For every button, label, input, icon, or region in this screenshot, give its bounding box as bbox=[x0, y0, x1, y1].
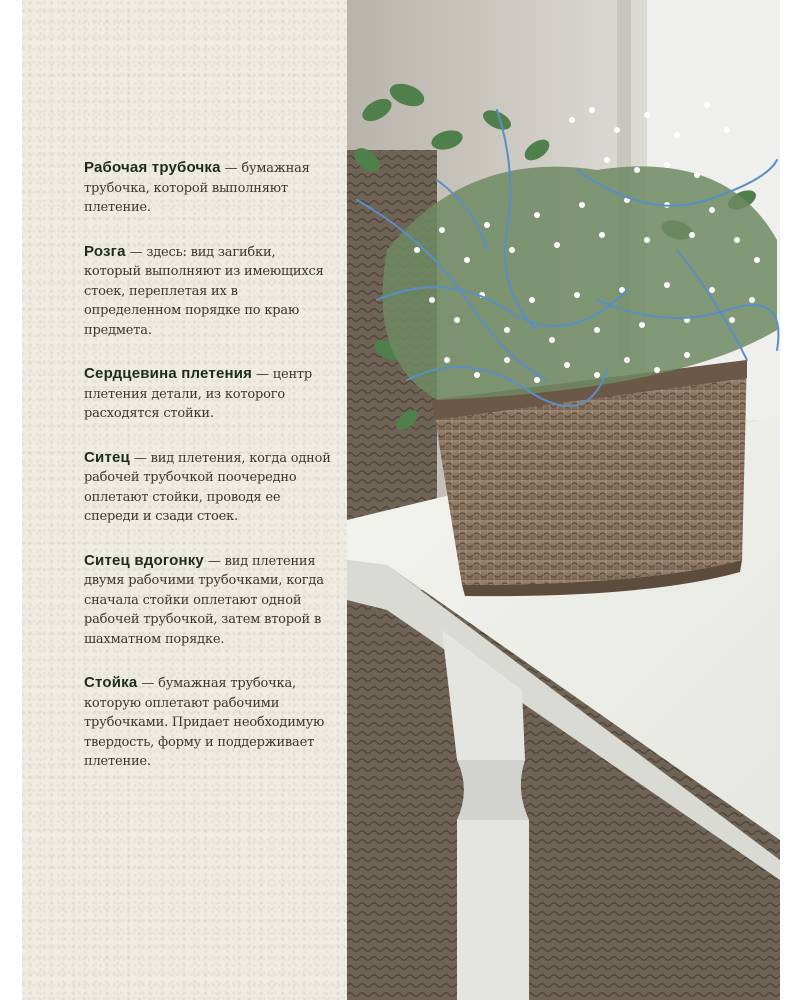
glossary-definition: вид плетения двумя рабочими трубочками, когда сначала стойки оплетают одной рабочей трубочкой, затем второй в шахматном порядке. bbox=[84, 553, 324, 647]
term-separator: — bbox=[203, 553, 225, 569]
glossary-definition: бумажная трубочка, которой выполняют плетение. bbox=[84, 161, 310, 215]
glossary-term: Рабочая трубочка bbox=[84, 159, 221, 176]
term-separator: — bbox=[252, 367, 273, 382]
term-separator: — bbox=[125, 244, 147, 260]
glossary-entry bbox=[84, 242, 334, 341]
term-separator: — bbox=[129, 450, 151, 466]
glossary-entry bbox=[84, 364, 334, 424]
glossary-term: Розга bbox=[84, 242, 126, 260]
glossary-term: Стойка bbox=[84, 674, 138, 691]
glossary-entry bbox=[84, 448, 334, 527]
term-separator: — bbox=[137, 676, 159, 691]
glossary-term: Ситец bbox=[84, 448, 130, 466]
glossary-entry bbox=[84, 551, 334, 650]
term-separator: — bbox=[220, 161, 242, 176]
glossary-entry bbox=[84, 673, 334, 772]
glossary-entry bbox=[84, 158, 334, 218]
glossary-definition: центр плетения детали, из которого расходятся стойки. bbox=[84, 367, 313, 421]
glossary-panel bbox=[22, 0, 347, 1000]
glossary-term: Сердцевина плетения bbox=[84, 365, 253, 382]
glossary-definition: бумажная трубочка, которую оплетают рабочими трубочками. Придает необходимую твердость, форму и поддерживает плетение. bbox=[84, 676, 325, 769]
glossary-list bbox=[84, 158, 334, 796]
left-margin bbox=[0, 0, 22, 1000]
glossary-definition: вид плетения, когда одной рабочей трубочкой поочередно оплетают стойки, проводя ее спереди и сзади стоек. bbox=[84, 450, 331, 524]
glossary-definition: здесь: вид загибки, который выполняют из имеющихся стоек, переплетая их в определенном порядке по краю предмета. bbox=[84, 244, 324, 338]
glossary-term: Ситец вдогонку bbox=[84, 551, 204, 569]
right-margin bbox=[780, 0, 800, 1000]
basket-photo bbox=[347, 0, 780, 1000]
